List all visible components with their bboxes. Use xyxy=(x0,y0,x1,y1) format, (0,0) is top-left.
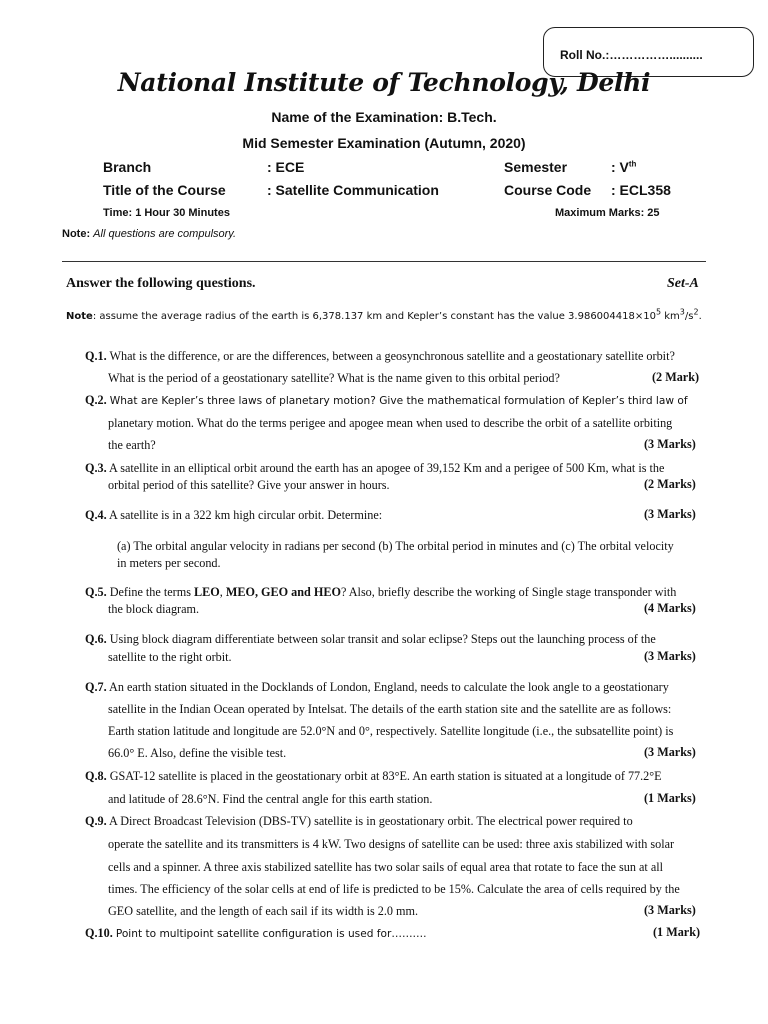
max-marks: Maximum Marks: 25 xyxy=(555,207,660,219)
question-4-marks: (3 Marks) xyxy=(644,507,696,521)
section-title: Answer the following questions. xyxy=(66,276,256,291)
question-10: Q.10. Point to multipoint satellite configuration is used for………. xyxy=(85,926,427,940)
question-9-line-2: operate the satellite and its transmitters is 4 kW. Two designs of satellite can be used: three axis stabilized with solar xyxy=(108,837,675,851)
question-2-line-2: planetary motion. What do the terms perigee and apogee mean when used to describe the orbit of a satellite orbiting xyxy=(108,416,673,430)
kepler-note: Note: assume the average radius of the earth is 6,378.137 km and Kepler’s constant has the value $3.986004418\times 10^5$ $km^3/s^2$. xyxy=(66,307,702,322)
question-6-line-2: satellite to the right orbit. xyxy=(108,650,232,664)
question-5-marks: (4 Marks) xyxy=(644,601,696,615)
course-title-label: Title of the Course xyxy=(103,182,226,198)
branch-value: : ECE xyxy=(267,159,305,175)
question-7-marks: (3 Marks) xyxy=(644,745,696,759)
question-3-marks: (2 Marks) xyxy=(644,477,696,491)
roll-number: Roll No.:…………….......... xyxy=(560,48,703,62)
general-note: Note: All questions are compulsory. xyxy=(62,228,237,240)
exam-title: Mid Semester Examination (Autumn, 2020) xyxy=(242,135,526,151)
question-9: Q.9. A Direct Broadcast Television (DBS-TV) satellite is in geostationary orbit. The electrical power required to xyxy=(85,814,633,828)
question-3: Q.3. A satellite in an elliptical orbit around the earth has an apogee of 39,152 Km and a perigee of 500 Km, what is the xyxy=(85,461,665,475)
course-code-label: Course Code xyxy=(504,182,592,198)
question-1-marks: (2 Mark) xyxy=(652,370,700,384)
question-5: Q.5. Define the terms LEO, MEO, GEO and HEO? Also, briefly describe the working of Single stage transponder with xyxy=(85,585,677,599)
question-4: Q.4. A satellite is in a 322 km high circular orbit. Determine: xyxy=(85,508,383,522)
question-6-marks: (3 Marks) xyxy=(644,649,696,663)
question-3-line-2: orbital period of this satellite? Give your answer in hours. xyxy=(108,478,390,492)
question-2-line-3: the earth? xyxy=(108,438,156,452)
question-7: Q.7. An earth station situated in the Docklands of London, England, needs to calculate the look angle to a geostationary xyxy=(85,680,669,694)
question-9-line-3: cells and a spinner. A three axis stabilized satellite has two solar sails of equal area that rotate to face the sun at all xyxy=(108,860,664,874)
question-1-line-2: What is the period of a geostationary satellite? What is the name given to this orbital period? xyxy=(108,371,560,385)
divider-line xyxy=(62,261,706,262)
question-9-line-4: times. The efficiency of the solar cells at end of life is predicted to be 15%. Calculate the area of cells required by the xyxy=(108,882,680,896)
question-8: Q.8. GSAT-12 satellite is placed in the geostationary orbit at 83°E. An earth station is situated at a longitude of 77.2°E xyxy=(85,769,662,783)
exam-name: Name of the Examination: B.Tech. xyxy=(271,109,497,125)
question-4-parts: (a) The orbital angular velocity in radians per second (b) The orbital period in minutes and (c) The orbital velocity xyxy=(117,539,674,553)
set-label: Set-A xyxy=(667,276,699,291)
question-8-marks: (1 Marks) xyxy=(644,791,696,805)
question-8-line-2: and latitude of 28.6°N. Find the central angle for this earth station. xyxy=(108,792,433,806)
question-4-parts-line-2: in meters per second. xyxy=(117,556,221,570)
question-9-marks: (3 Marks) xyxy=(644,903,696,917)
question-2-marks: (3 Marks) xyxy=(644,437,696,451)
branch-label: Branch xyxy=(103,159,152,175)
question-10-marks: (1 Mark) xyxy=(653,925,701,939)
question-2: Q.2. What are Kepler’s three laws of planetary motion? Give the mathematical formulation of Kepler’s third law of xyxy=(85,393,688,407)
question-7-line-2: satellite in the Indian Ocean operated by Intelsat. The details of the earth station site and the satellite are as follows: xyxy=(108,702,672,716)
semester-value: : Vth xyxy=(611,159,637,175)
question-7-line-3: Earth station latitude and longitude are 52.0°N and 0°, respectively. Satellite longitude (i.e., the subsatellite point) is xyxy=(108,724,674,738)
question-9-line-5: GEO satellite, and the length of each sail if its width is 2.0 mm. xyxy=(108,904,419,918)
course-title-value: : Satellite Communication xyxy=(267,182,439,198)
semester-label: Semester xyxy=(504,159,568,175)
question-7-line-4: 66.0° E. Also, define the visible test. xyxy=(108,746,287,760)
institute-name: National Institute of Technology, Delhi xyxy=(117,68,651,97)
question-1: Q.1. What is the difference, or are the differences, between a geosynchronous satellite and a geostationary satellite orbit? xyxy=(85,349,675,363)
course-code-value: : ECL358 xyxy=(611,182,671,198)
question-5-line-2: the block diagram. xyxy=(108,602,200,616)
question-6: Q.6. Using block diagram differentiate between solar transit and solar eclipse? Steps out the launching process of the xyxy=(85,632,656,646)
exam-time: Time: 1 Hour 30 Minutes xyxy=(103,207,230,219)
